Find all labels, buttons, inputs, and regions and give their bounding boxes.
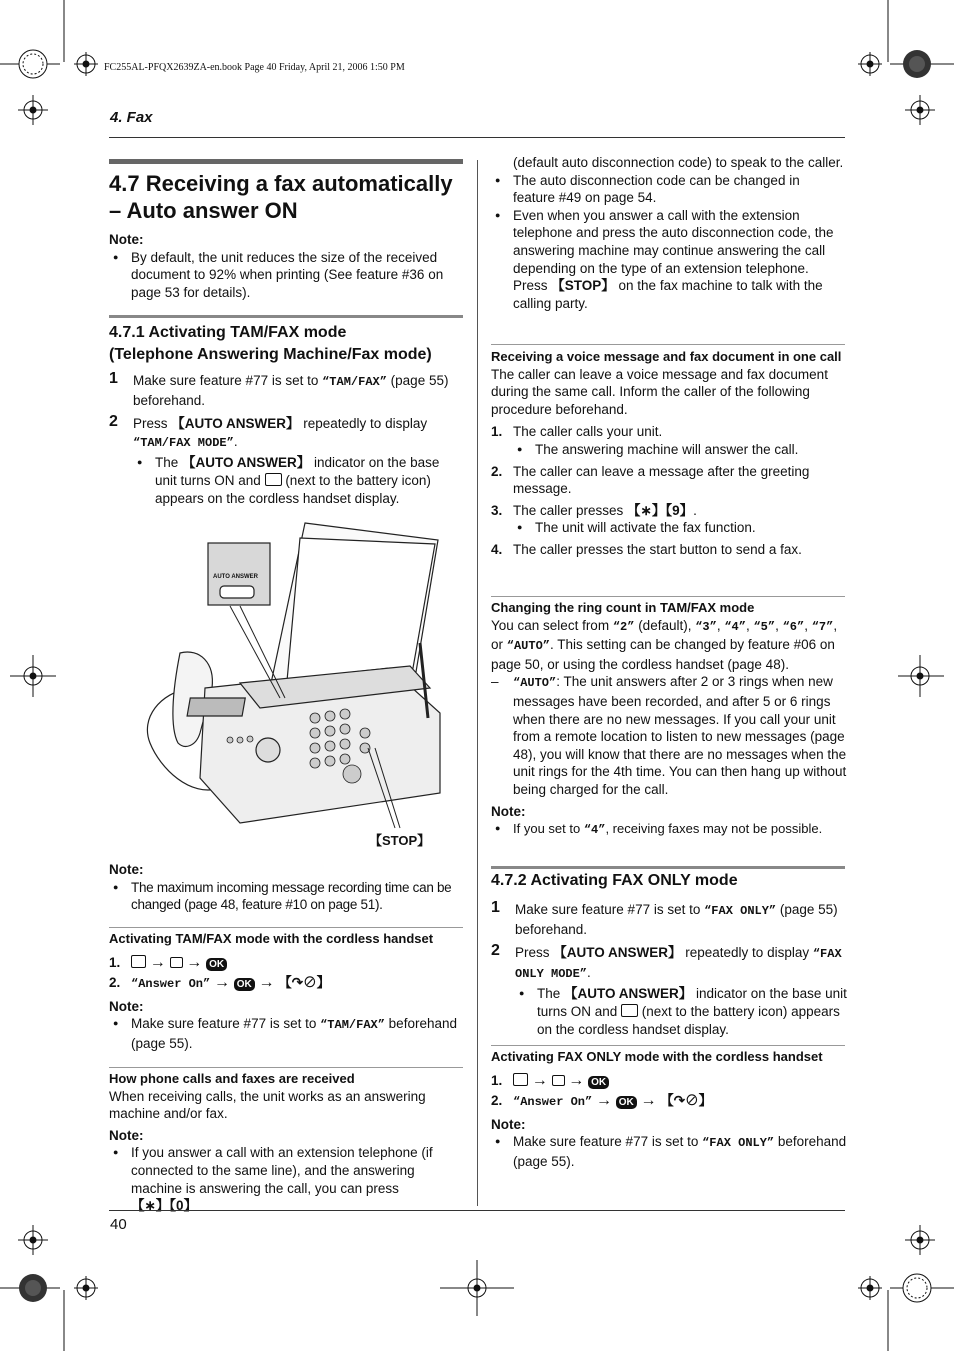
menu-icon [131,955,146,968]
column-divider [477,160,478,1206]
footer-rule [109,1210,845,1211]
cordless-tam-section: Activating TAM/FAX mode with the cordless handset 1. → → OK 2. “Answer On” → OK → 【↷⊘】 Note: ● Make sure feature #77 is set to “TAM/FAX” beforehand (page 55). [109,930,469,1053]
header-rule [109,137,845,138]
disconnection-notes: (default auto disconnection code) to speak to the caller. ● The auto disconnection code can be changed in feature #49 on page 54. ● Even when you answer a call with the extension telephone and press the auto disconnection code, the answering machine may continue answering the call depending on the type of an extension telephone. Press 【STOP】 on the fax machine to talk with the calling party. [491,154,845,312]
rule [109,927,463,928]
ok-key: OK [206,958,227,971]
section-header: 4. Fax [110,109,153,126]
rule [491,1045,845,1046]
auto-answer-label: AUTO ANSWER [213,574,258,580]
page-title: 4.7 Receiving a fax automatically – Auto answer ON [109,171,453,223]
intro-note: Note: ● By default, the unit reduces the size of the received document to 92% when printing (See feature #36 on page 53 for details). [109,231,463,301]
subsection-bar [491,866,845,869]
note-recording-time: Note: ● The maximum incoming message recording time can be changed (page 48, feature #10 on page 51). [109,861,463,914]
ok-key: OK [616,1096,637,1109]
rule [491,596,845,597]
answering-machine-icon [552,1075,565,1086]
how-calls-received-section: How phone calls and faxes are received When receiving calls, the unit works as an answering machine and/or fax. Note: ● If you answer a call with an extension telephone (if connected to the same line), and the answering machine is answering the call, you can press 【∗】【0】 [109,1070,463,1215]
answering-machine-icon [170,957,183,968]
print-header: FC255AL-PFQX2639ZA-en.book Page 40 Friday, April 21, 2006 1:50 PM [104,62,405,73]
fax-machine-illustration [120,518,465,848]
voice-and-fax-section: Receiving a voice message and fax document in one call The caller can leave a voice message and fax document during the same call. Inform the caller of the following procedure beforehand. 1. The caller calls your unit. ● The answering machine will answer the call. 2. The caller can leave a message after the greeting message. 3. The caller presses 【∗】【9】. ● The unit will activate the fax function. 4. The caller presses the start button to send a fax. [491,348,847,559]
subsection-title-4-7-1: 4.7.1 Activating TAM/FAX mode (Telephone Answering Machine/Fax mode) [109,324,432,363]
stop-label: 【STOP】 [369,833,431,848]
rule [109,1067,463,1068]
cordless-fax-only-section: Activating FAX ONLY mode with the cordless handset 1. → → OK 2. “Answer On” → OK → 【↷⊘】 Note: ● Make sure feature #77 is set to “FAX ONLY” beforehand (page 55). [491,1048,847,1171]
menu-icon [513,1073,528,1086]
page-number: 40 [110,1216,127,1233]
title-bar [109,159,463,164]
off-key: 【↷⊘】 [278,975,331,991]
off-key: 【↷⊘】 [660,1093,713,1109]
steps-tam-fax: 1 Make sure feature #77 is set to “TAM/FAX” (page 55) beforehand. 2 Press 【AUTO ANSWER】 repeatedly to display “TAM/FAX MODE”. ● The 【AUTO ANSWER】 indicator on the base unit turns ON and (next to the battery icon) appears on the cordless handset display. [109,372,463,507]
answering-machine-icon [265,473,282,486]
ok-key: OK [234,978,255,991]
rule [491,344,845,345]
ring-count-section: Changing the ring count in TAM/FAX mode You can select from “2” (default), “3”, “4”, “5”, “6”, “7”, or “AUTO”. This setting can be changed by feature #06 on page 50, or using the cordless handset (page 48). – “AUTO”: The unit answers after 2 or 3 rings when new messages have been recorded, and after 5 or 6 rings when there are no new messages. If you call your unit from a remote location to listen to new messages (page 48), you will know that there are no messages when the unit rings for the 4th time. You can then hang up without being charged for the call. Note: ● If you set to “4”, receiving faxes may not be possible. [491,599,847,840]
ok-key: OK [588,1076,609,1089]
subsection-bar [109,315,463,318]
steps-fax-only: 1 Make sure feature #77 is set to “FAX ONLY” (page 55) beforehand. 2 Press 【AUTO ANSWER】 repeatedly to display “FAX ONLY MODE”. ● The 【AUTO ANSWER】 indicator on the base unit turns ON and (next to the battery icon) appears on the cordless handset display. [491,901,847,1038]
subsection-title-4-7-2: 4.7.2 Activating FAX ONLY mode [491,872,738,889]
answering-machine-icon [621,1004,638,1017]
